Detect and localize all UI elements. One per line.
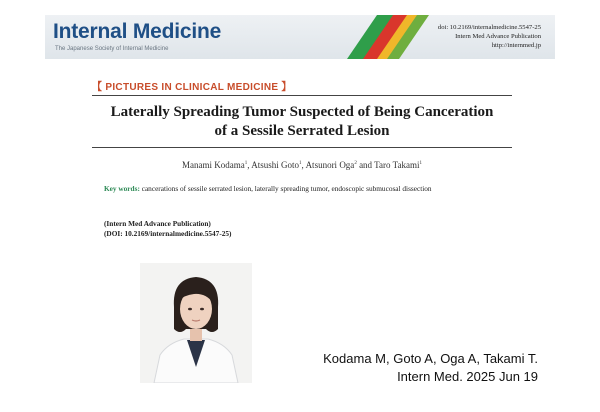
citation-journal: Intern Med. 2025 Jun 19 <box>397 369 538 384</box>
section-label: 【 PICTURES IN CLINICAL MEDICINE 】 <box>92 82 292 93</box>
banner-publication-info <box>438 23 541 50</box>
society-name: The Japanese Society of Internal Medicine <box>55 46 169 52</box>
journal-url[interactable]: http://internmed.jp <box>491 42 541 49</box>
citation-authors: Kodama M, Goto A, Oga A, Takami T. <box>323 351 538 366</box>
keywords-block <box>104 184 504 194</box>
publication-line: Intern Med Advance Publication <box>455 33 541 40</box>
keywords-label: Key words: <box>104 184 140 193</box>
article-title <box>92 103 512 141</box>
author-name: Atsunori Oga <box>305 160 355 170</box>
publication-info <box>104 219 231 239</box>
decorative-stripes <box>317 15 447 59</box>
citation-block <box>323 350 538 386</box>
author-separator: , <box>247 160 252 170</box>
journal-banner <box>45 15 555 59</box>
author-name: Manami Kodama <box>182 160 245 170</box>
journal-name: Internal Medicine <box>53 20 222 43</box>
keywords-text: cancerations of sessile serrated lesion, laterally spreading tumor, endoscopic submucosal dissection <box>141 184 432 193</box>
author-portrait-illustration <box>140 263 252 383</box>
eye-right <box>200 308 204 311</box>
author-photo <box>140 263 252 383</box>
author-name: Taro Takami <box>374 160 420 170</box>
eye-left <box>188 308 192 311</box>
rule-bottom <box>92 147 512 148</box>
doi-line: doi: 10.2169/internalmedicine.5547-25 <box>437 24 541 31</box>
title-line-2: of a Sessile Serrated Lesion <box>214 123 390 139</box>
pub-line-2: (DOI: 10.2169/internalmedicine.5547-25) <box>104 229 232 238</box>
author-name: Atsushi Goto <box>251 160 300 170</box>
author-separator: and <box>356 160 375 170</box>
author-affiliation: 1 <box>419 161 422 166</box>
author-separator: , <box>301 160 306 170</box>
pub-line-1: (Intern Med Advance Publication) <box>104 219 211 228</box>
title-line-1: Laterally Spreading Tumor Suspected of Being Canceration <box>110 104 494 120</box>
author-affiliation: 1 <box>244 161 248 166</box>
rule-top <box>92 95 512 96</box>
author-affiliation: 2 <box>354 161 357 166</box>
author-list <box>92 160 512 170</box>
author-affiliation: 1 <box>299 161 302 166</box>
